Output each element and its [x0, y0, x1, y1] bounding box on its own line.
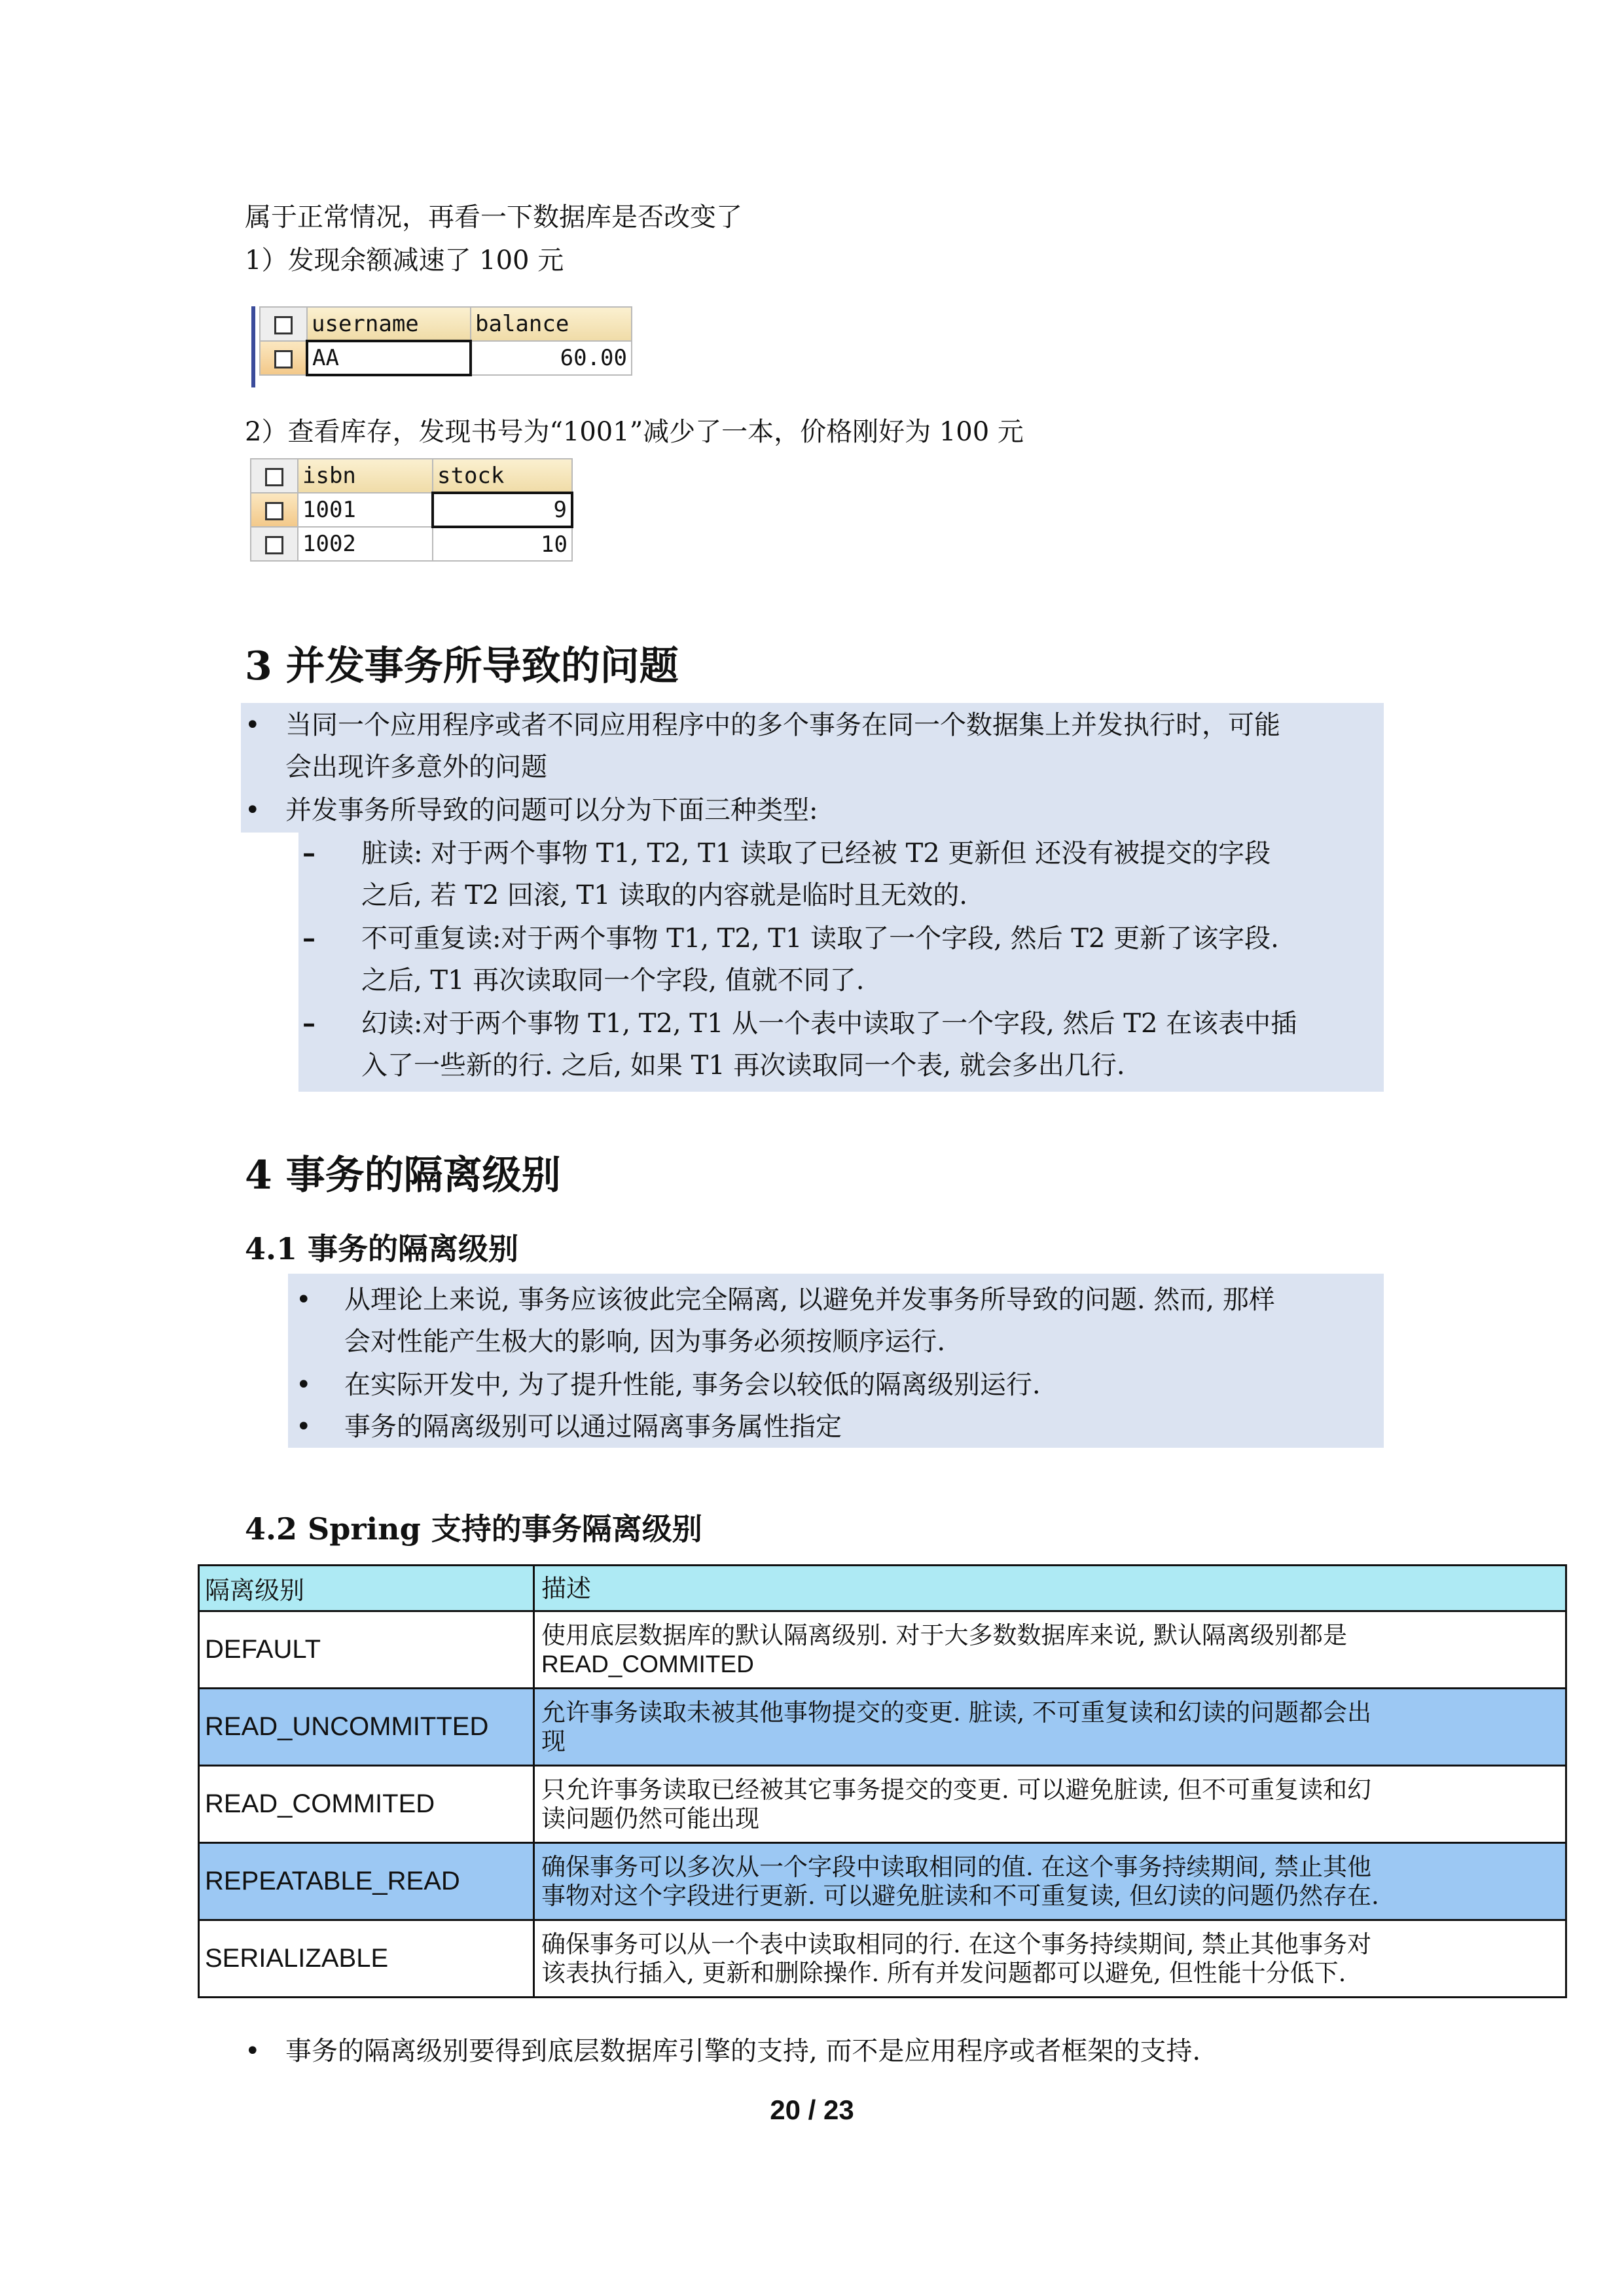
level-cell: REPEATABLE_READ [199, 1843, 534, 1920]
bullet-icon: • [296, 1370, 312, 1400]
column-header-description: 描述 [534, 1566, 1566, 1611]
s3-bullet-1-line-1: 当同一个应用程序或者不同应用程序中的多个事务在同一个数据集上并发执行时，可能 [285, 710, 1280, 740]
cell-username[interactable]: AA [307, 341, 471, 375]
page-number: 20 / 23 [770, 2094, 854, 2125]
cell-stock[interactable]: 10 [433, 527, 572, 561]
description-cell [534, 1843, 1566, 1920]
stock-table [250, 458, 573, 562]
s3-bullet-2: 并发事务所导致的问题可以分为下面三种类型: [285, 795, 818, 825]
section-4-1-heading: 4.1 事务的隔离级别 [245, 1231, 519, 1266]
dash-icon: – [302, 1008, 316, 1039]
row-checkbox[interactable] [260, 341, 307, 375]
row-checkbox[interactable] [251, 527, 298, 561]
section-4-heading: 4 事务的隔离级别 [245, 1153, 561, 1198]
table-row [199, 1611, 1566, 1689]
intro-line-1: 属于正常情况，再看一下数据库是否改变了 [245, 202, 742, 232]
cell-balance[interactable]: 60.00 [471, 341, 632, 375]
bullet-icon: • [245, 710, 261, 740]
column-header-level: 隔离级别 [199, 1566, 534, 1611]
description-line: 使用底层数据库的默认隔离级别. 对于大多数数据库来说, 默认隔离级别都是 [541, 1621, 1348, 1649]
s4-bullet-2: 在实际开发中, 为了提升性能, 事务会以较低的隔离级别运行. [344, 1370, 1041, 1400]
footer-bullet: 事务的隔离级别要得到底层数据库引擎的支持, 而不是应用程序或者框架的支持. [285, 2036, 1201, 2066]
description-line: 确保事务可以从一个表中读取相同的行. 在这个事务持续期间, 禁止其他事务对 [541, 1929, 1372, 1958]
description-line: 确保事务可以多次从一个字段中读取相同的值. 在这个事务持续期间, 禁止其他 [541, 1852, 1372, 1881]
bullet-icon: • [296, 1285, 312, 1315]
s4-bullet-1-line-2: 会对性能产生极大的影响, 因为事务必须按顺序运行. [344, 1327, 946, 1357]
section-3-heading: 3 并发事务所导致的问题 [245, 643, 679, 689]
description-line: 现 [541, 1727, 566, 1755]
row-checkbox[interactable] [251, 493, 298, 527]
description-line: 读问题仍然可能出现 [541, 1804, 759, 1833]
checkbox-icon [265, 536, 283, 554]
stock-intro: 2）查看库存，发现书号为“1001”减少了一本，价格刚好为 100 元 [245, 417, 1024, 447]
level-cell: DEFAULT [199, 1611, 534, 1689]
description-cell [534, 1766, 1566, 1843]
checkbox-icon [274, 316, 293, 334]
level-cell: SERIALIZABLE [199, 1920, 534, 1998]
description-cell [534, 1689, 1566, 1766]
table-row [199, 1689, 1566, 1766]
description-line: READ_COMMITED [541, 1650, 754, 1677]
table-row [199, 1766, 1566, 1843]
s3-sub-2-line-2: 之后, T1 再次读取同一个字段, 值就不同了. [361, 965, 865, 996]
bullet-icon: • [245, 795, 261, 825]
isolation-table [198, 1564, 1567, 1998]
column-header-username[interactable]: username [307, 307, 471, 341]
level-cell: READ_UNCOMMITTED [199, 1689, 534, 1766]
description-line: 只允许事务读取已经被其它事务提交的变更. 可以避免脏读, 但不可重复读和幻 [541, 1775, 1372, 1804]
s3-bullet-1-line-2: 会出现许多意外的问题 [285, 752, 547, 782]
cell-isbn[interactable]: 1001 [298, 493, 433, 527]
s3-sub-1-line-1: 脏读: 对于两个事物 T1, T2, T1 读取了已经被 T2 更新但 还没有被提交的字段 [361, 838, 1271, 869]
description-line: 该表执行插入, 更新和删除操作. 所有并发问题都可以避免, 但性能十分低下. [541, 1958, 1346, 1987]
section-4-2-heading: 4.2 Spring 支持的事务隔离级别 [245, 1511, 702, 1547]
s4-bullet-3: 事务的隔离级别可以通过隔离事务属性指定 [344, 1412, 842, 1442]
s3-sub-1-line-2: 之后, 若 T2 回滚, T1 读取的内容就是临时且无效的. [361, 880, 967, 910]
column-header-isbn[interactable]: isbn [298, 459, 433, 493]
cell-stock[interactable]: 9 [433, 493, 572, 527]
column-header-stock[interactable]: stock [433, 459, 572, 493]
level-cell: READ_COMMITED [199, 1766, 534, 1843]
column-header-balance[interactable]: balance [471, 307, 632, 341]
table-row [199, 1843, 1566, 1920]
checkbox-icon [274, 350, 293, 368]
account-table [259, 306, 632, 376]
intro-line-2: 1）发现余额减速了 100 元 [245, 245, 564, 276]
description-cell [534, 1611, 1566, 1689]
s3-sub-2-line-1: 不可重复读:对于两个事物 T1, T2, T1 读取了一个字段, 然后 T2 更新了该字段. [361, 924, 1279, 954]
s3-sub-3-line-2: 入了一些新的行. 之后, 如果 T1 再次读取同一个表, 就会多出几行. [361, 1050, 1125, 1081]
header-checkbox[interactable] [251, 459, 298, 493]
bullet-icon: • [296, 1412, 312, 1442]
s3-sub-3-line-1: 幻读:对于两个事物 T1, T2, T1 从一个表中读取了一个字段, 然后 T2 在该表中插 [361, 1009, 1297, 1039]
header-checkbox[interactable] [260, 307, 307, 341]
account-table-frame [251, 306, 632, 387]
cell-isbn[interactable]: 1002 [298, 527, 433, 561]
dash-icon: – [302, 838, 316, 869]
description-cell [534, 1920, 1566, 1998]
dash-icon: – [302, 923, 316, 954]
checkbox-icon [265, 468, 283, 486]
description-line: 允许事务读取未被其他事物提交的变更. 脏读, 不可重复读和幻读的问题都会出 [541, 1698, 1372, 1727]
s4-bullet-1-line-1: 从理论上来说, 事务应该彼此完全隔离, 以避免并发事务所导致的问题. 然而, 那样 [344, 1285, 1275, 1315]
bullet-icon: • [245, 2036, 261, 2066]
description-line: 事物对这个字段进行更新. 可以避免脏读和不可重复读, 但幻读的问题仍然存在. [541, 1881, 1379, 1910]
checkbox-icon [265, 502, 283, 520]
table-row [199, 1920, 1566, 1998]
